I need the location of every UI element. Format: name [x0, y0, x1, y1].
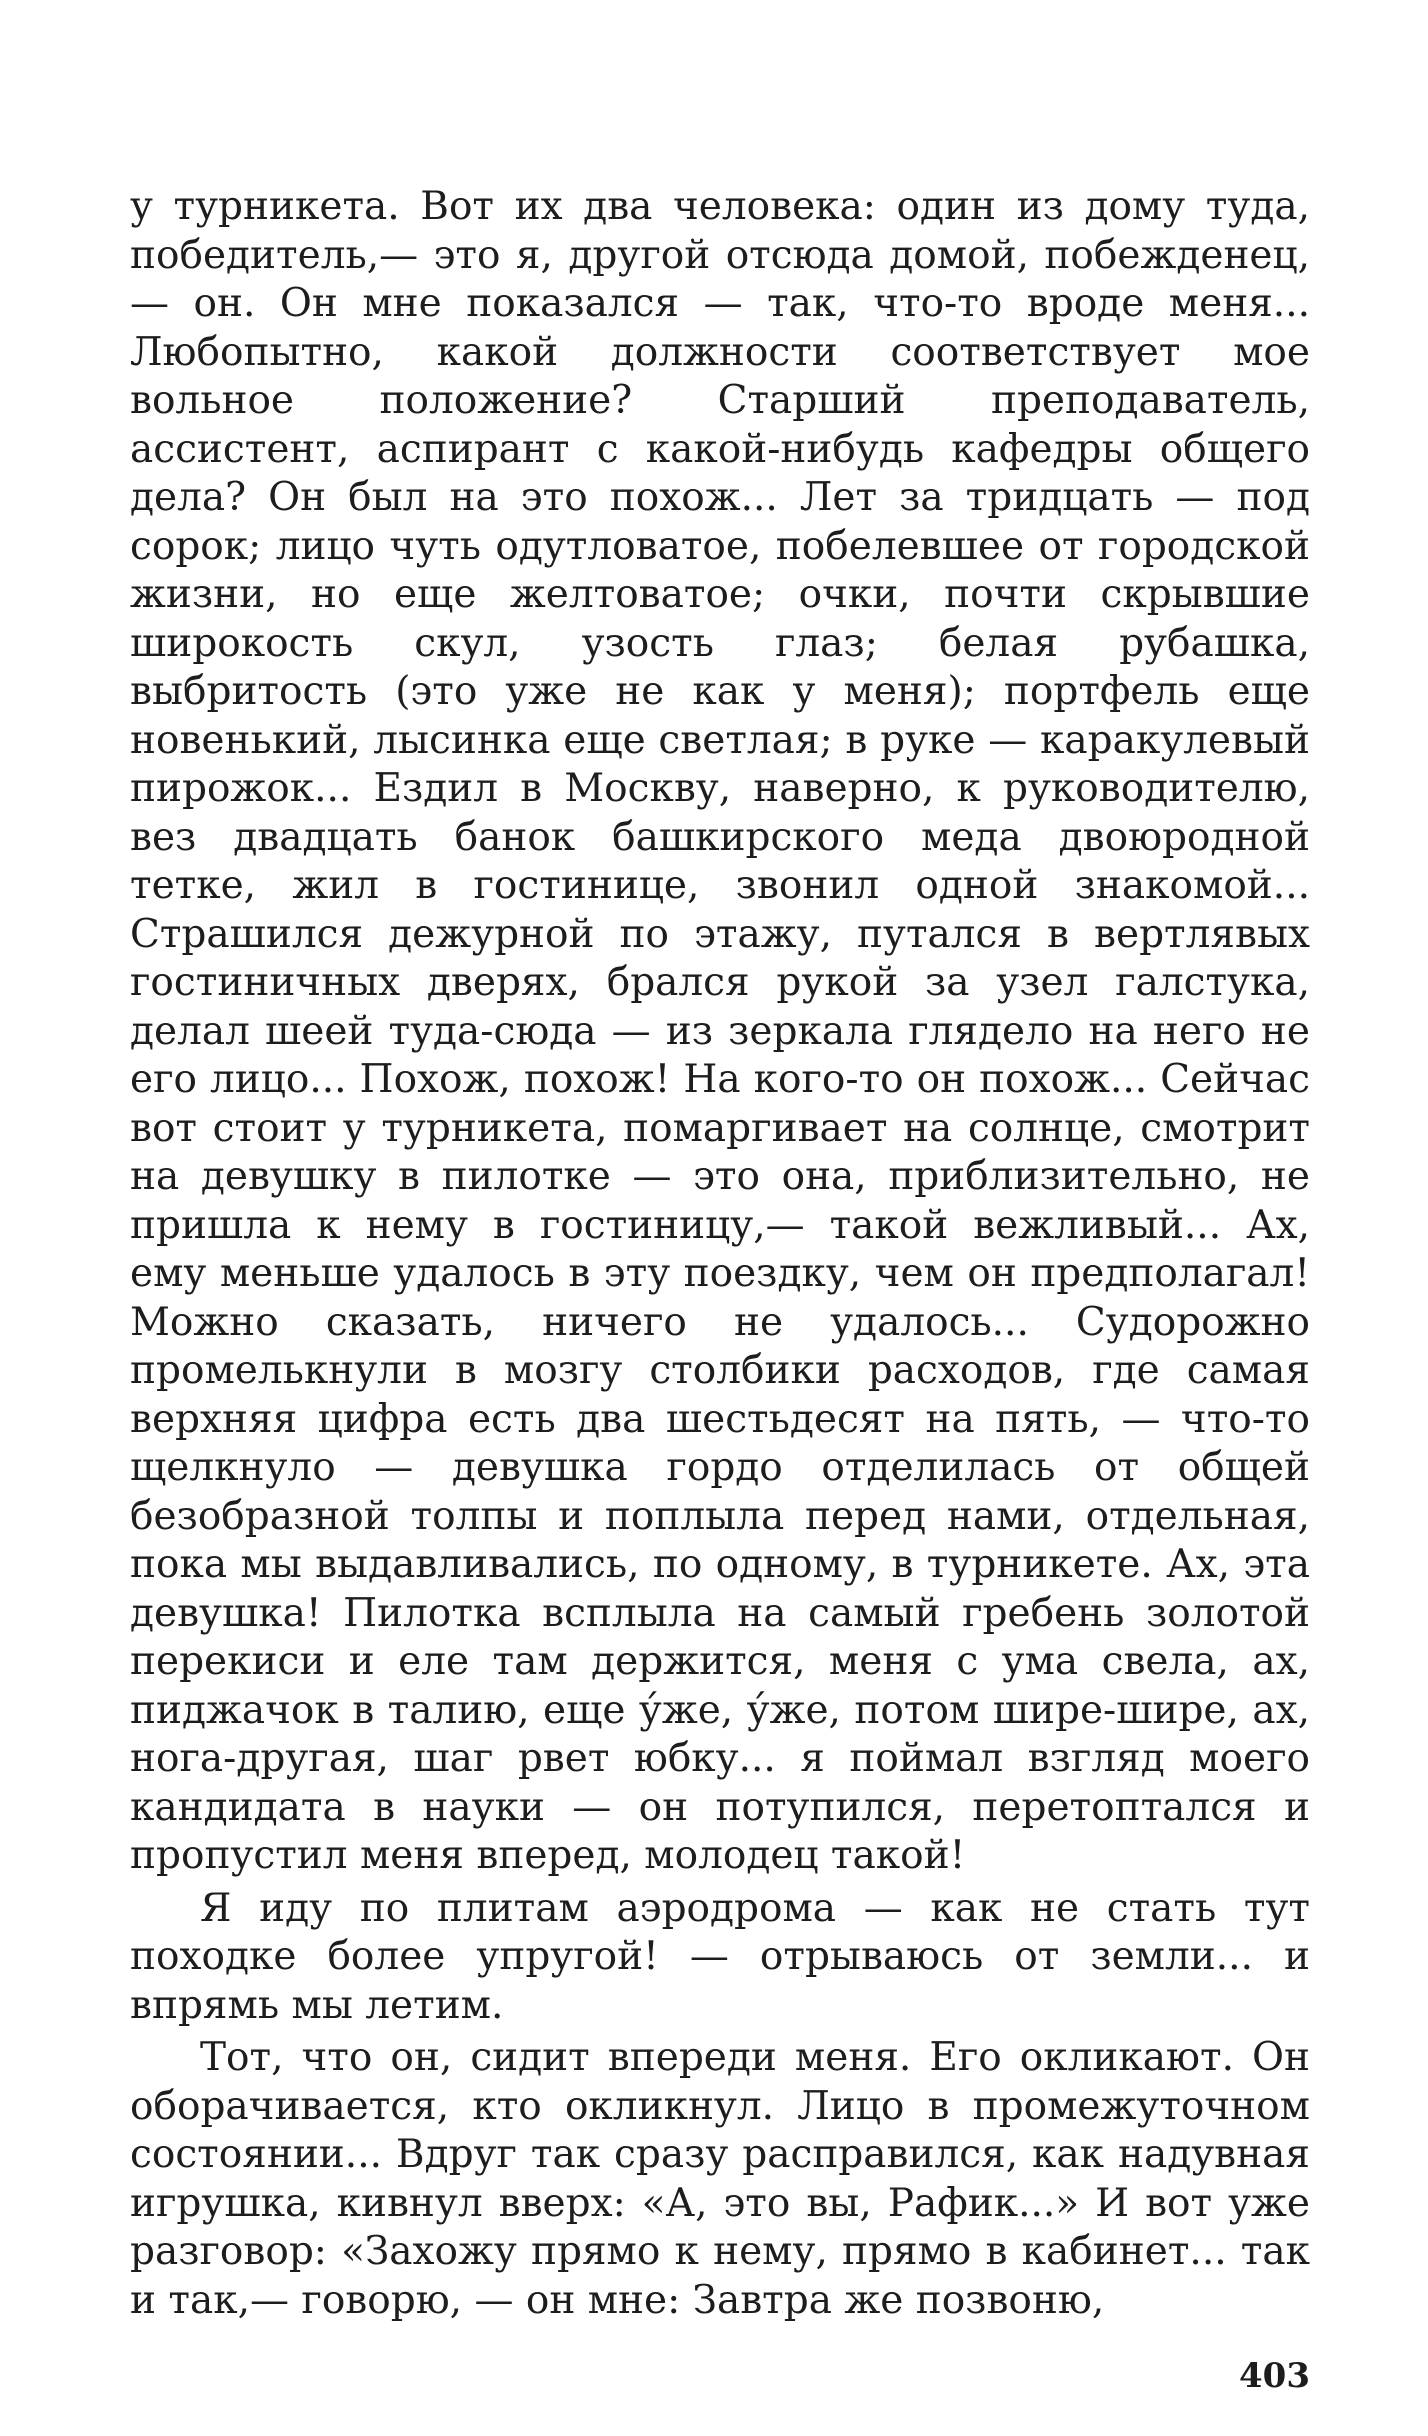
- paragraph-3: Тот, что он, сидит впереди меня. Его окликают. Он оборачивается, кто окликнул. Лицо в промежуточном состоянии... Вдруг так сразу расправился, как надувная игрушка, кивнул вверх: «А, это вы, Рафик...» И вот уже разговор: «Захожу прямо к нему, прямо в кабинет... так и так,— говорю, — он мне: Завтра же позвоню,: [130, 2035, 1310, 2323]
- paragraph-2: Я иду по плитам аэродрома — как не стать тут походке более упругой! — отрываюсь от земли... и впрямь мы летим.: [130, 1885, 1310, 2028]
- body-text: [130, 183, 1310, 2325]
- paragraph-1: у турникета. Вот их два человека: один из дому туда, победитель,— это я, другой отсюда домой, побежденец, — он. Он мне показался — так, что-то вроде меня... Любопытно, какой должности соответствует мое вольное положение? Старший преподаватель, ассистент, аспирант с какой-нибудь кафедры общего дела? Он был на это похож... Лет за тридцать — под сорок; лицо чуть одутловатое, побелевшее от городской жизни, но еще желтоватое; очки, почти скрывшие широкость скул, узость глаз; белая рубашка, выбритость (это уже не как у меня); портфель еще новенький, лысинка еще светлая; в руке — каракулевый пирожок... Ездил в Москву, наверно, к руководителю, вез двадцать банок башкирского меда двоюродной тетке, жил в гостинице, звонил одной знакомой... Страшился дежурной по этажу, путался в вертлявых гостиничных дверях, брался рукой за узел галстука, делал шеей туда-сюда — из зеркала глядело на него не его лицо... Похож, похож! На кого-то он похож... Сейчас вот стоит у турникета, помаргивает на солнце, смотрит на девушку в пилотке — это она, приблизительно, не пришла к нему в гостиницу,— такой вежливый... Ах, ему меньше удалось в эту поездку, чем он предполагал! Можно сказать, ничего не удалось... Судорожно промелькнули в мозгу столбики расходов, где самая верхняя цифра есть два шестьдесят на пять, — что-то щелкнуло — девушка гордо отделилась от общей безобразной толпы и поплыла перед нами, отдельная, пока мы выдавливались, по одному, в турникете. Ах, эта девушка! Пилотка всплыла на самый гребень золотой перекиси и еле там держится, меня с ума свела, ах, пиджачок в талию, еще у́же, у́же, потом шире-шире, ах, нога-другая, шаг рвет юбку... я поймал взгляд моего кандидата в науки — он потупился, перетоптался и пропустил меня вперед, молодец такой!: [130, 184, 1310, 1878]
- page-number: 403: [1239, 2356, 1310, 2396]
